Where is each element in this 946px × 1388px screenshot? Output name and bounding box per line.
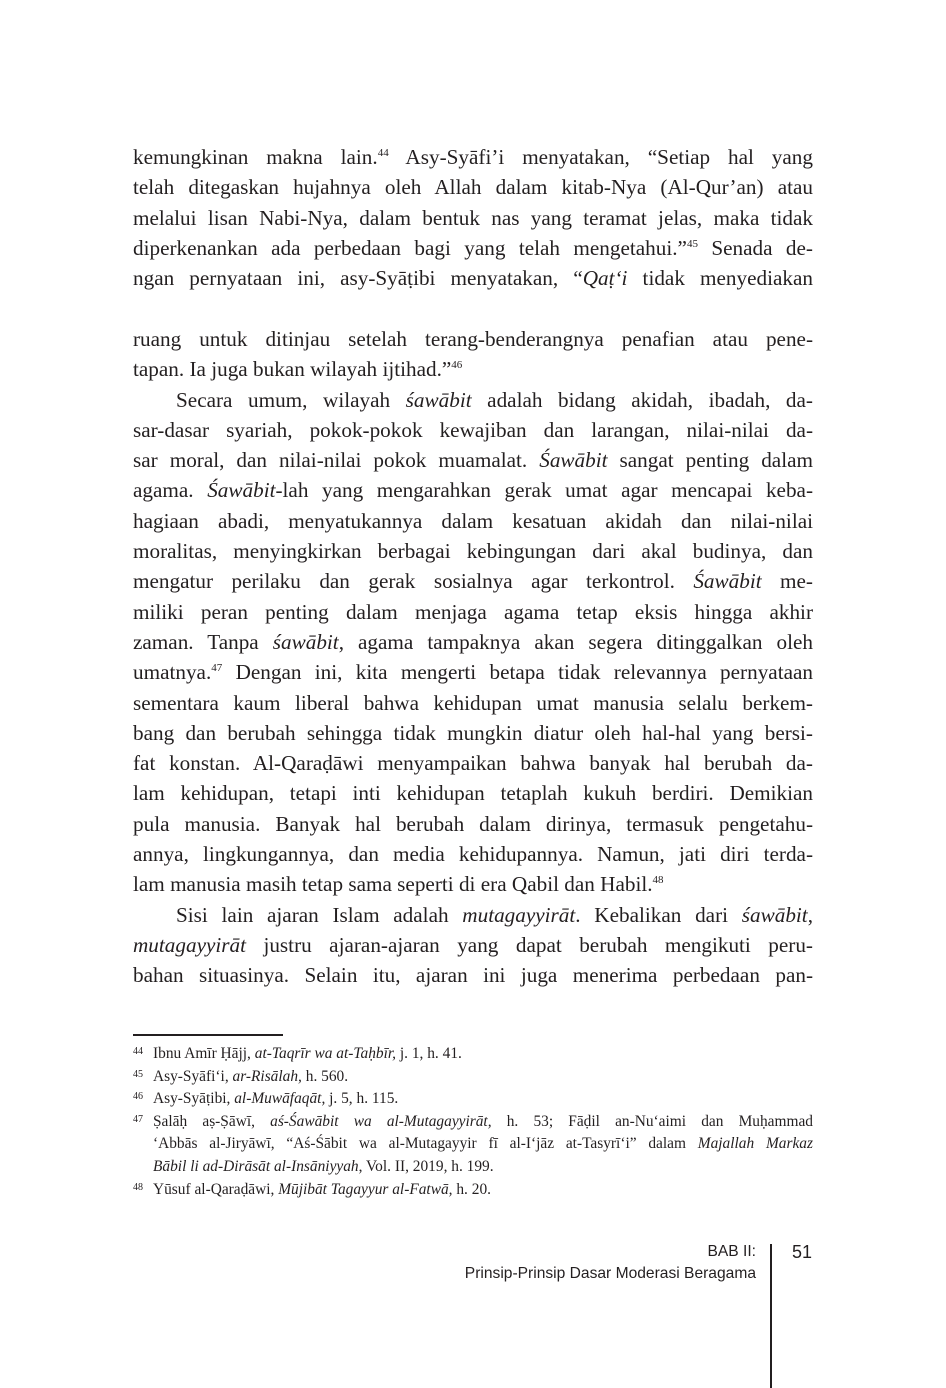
chapter-label: BAB II: <box>707 1243 756 1260</box>
footnotes <box>133 1043 813 1201</box>
italic-term: Śawābit <box>539 448 608 473</box>
running-head-divider <box>770 1244 772 1388</box>
text-line: zaman. Tanpa śawābit, agama tampaknya akan segera ditinggalkan oleh <box>133 629 813 654</box>
footnote-48 <box>133 1179 813 1202</box>
footnote-ref[interactable]: 46 <box>451 359 463 372</box>
text-line: moralitas, menyingkirkan berbagai kebingungan dari akal budinya, dan <box>133 539 813 564</box>
footnote-number: 46 <box>133 1091 143 1103</box>
text-line: Secara umum, wilayah śawābit adalah bidang akidah, ibadah, da- <box>176 387 813 412</box>
italic-term: Bābil li ad-Dirāsāt al-Insāniyyah <box>153 1157 359 1175</box>
italic-term: Śawābit <box>693 569 762 594</box>
text-line: umatnya.$^{47}$ Dengan ini, kita mengerti betapa tidak relevannya pernyataan <box>133 660 813 685</box>
italic-term: at-Taqrīr wa at-Taḥbīr, <box>254 1045 397 1062</box>
text-line: Sisi lain ajaran Islam adalah mutagayyirāt. Kebalikan dari śawābit, <box>176 902 813 927</box>
text-line: diperkenankan ada perbedaan bagi yang telah mengetahui.”$^{45}$ Senada de- <box>133 235 813 260</box>
footnote-line: Ibnu Amīr Ḥājj, at-Taqrīr wa at-Taḥbīr, j. 1, h. 41. <box>153 1045 462 1062</box>
chapter-title: Prinsip-Prinsip Dasar Moderasi Beragama <box>464 1264 756 1282</box>
footnote-number: 48 <box>133 1181 143 1193</box>
footnote-number: 47 <box>133 1113 143 1125</box>
italic-term: śawābit <box>272 629 339 654</box>
text-line: lam manusia masih tetap sama seperti di era Qabil dan Habil.$^{48}$ <box>133 872 664 897</box>
page-number: 51 <box>792 1242 813 1262</box>
text-line: melalui lisan Nabi-Nya, dalam bentuk nas yang teramat jelas, maka tidak <box>133 205 813 230</box>
text-line: ruang untuk ditinjau setelah terang-benderangnya penafian atau pene- <box>133 327 813 351</box>
text-line: bang dan berubah sehingga tidak mungkin diatur oleh hal-hal yang bersi- <box>133 720 813 745</box>
footnote-ref[interactable]: 44 <box>377 147 389 159</box>
text-line: hagiaan abadi, menyatukannya dalam kesatuan akidah dan nilai-nilai <box>133 508 813 533</box>
text-line: kemungkinan makna lain.$^{44}$ Asy-Syāfi’i menyatakan, “Setiap hal yang <box>133 145 813 169</box>
italic-term: Majallah Markaz <box>697 1135 813 1153</box>
italic-term: aś-Śawābit wa al-Mutagayyirāt, <box>270 1112 492 1130</box>
italic-term: al-Muwāfaqāt, <box>234 1090 326 1108</box>
footnote-number: 45 <box>133 1068 143 1080</box>
text-line: tapan. Ia juga bukan wilayah ijtihad.”$^{46}$ <box>133 357 463 382</box>
footnote-ref[interactable]: 47 <box>211 662 223 675</box>
text-line: bahan situasinya. Selain itu, ajaran ini juga menerima perbedaan pan- <box>133 963 813 988</box>
text-line: telah ditegaskan hujahnya oleh Allah dalam kitab-Nya (Al-Qur’an) atau <box>133 175 813 200</box>
italic-term: Mūjibāt Tagayyur al-Fatwā, <box>278 1180 453 1198</box>
text-line: lam kehidupan, tetapi inti kehidupan tetaplah kukuh berdiri. Demikian <box>133 781 813 806</box>
footnote-ref[interactable]: 48 <box>652 874 664 887</box>
running-head <box>465 1241 756 1284</box>
italic-term: śawābit <box>741 902 808 927</box>
text-line: ngan pernyataan ini, asy-Syāṭibi menyatakan, “Qaṭ‘i tidak menyediakan <box>133 266 813 291</box>
text-line: sar-dasar syariah, pokok-pokok kewajiban dan larangan, nilai-nilai da- <box>133 417 813 442</box>
italic-term: Śawābit <box>207 478 276 503</box>
footnote-44 <box>133 1043 813 1066</box>
text-line: sar moral, dan nilai-nilai pokok muamalat. Śawābit sangat penting dalam <box>133 448 813 473</box>
footnote-47 <box>133 1111 813 1179</box>
footnote-45 <box>133 1066 813 1089</box>
footnote-separator <box>133 1034 283 1036</box>
text-line: agama. Śawābit-lah yang mengarahkan gerak umat agar mencapai keba- <box>133 478 813 503</box>
italic-term: Qaṭ‘i <box>582 266 628 291</box>
text-line: pula manusia. Banyak hal berubah dalam dirinya, termasuk pengetahu- <box>133 811 813 836</box>
footnote-number: 44 <box>133 1046 143 1057</box>
italic-term: mutagayyirāt <box>133 932 246 957</box>
footnote-line: ‘Abbās al-Jiryāwī, “Aś-Śābit wa al-Mutagayyir fī al-I‘jāz at-Tasyrī‘i” dalam Majallah Markaz <box>153 1135 813 1153</box>
footnote-line: Asy-Syāfi‘i, ar-Risālah, h. 560. <box>153 1067 349 1085</box>
footnote-line: Bābil li ad-Dirāsāt al-Insāniyyah, Vol. II, 2019, h. 199. <box>153 1157 494 1175</box>
footnote-line: Yūsuf al-Qaraḍāwi, Mūjibāt Tagayyur al-Fatwā, h. 20. <box>153 1180 491 1198</box>
text-line: fat konstan. Al-Qaraḍāwi menyampaikan bahwa banyak hal berubah da- <box>133 751 813 776</box>
text-line: mutagayyirāt justru ajaran-ajaran yang dapat berubah mengikuti peru- <box>133 932 813 957</box>
italic-term: mutagayyirāt <box>462 902 576 927</box>
italic-term: śawābit <box>405 387 472 412</box>
footnote-ref[interactable]: 45 <box>686 237 698 250</box>
footnote-line: Asy-Syāṭibi, al-Muwāfaqāt, j. 5, h. 115. <box>153 1090 399 1108</box>
body-text-top <box>133 142 813 293</box>
italic-term: ar-Risālah, <box>232 1067 302 1085</box>
text-line: annya, lingkungannya, dan media kehidupannya. Namun, jati diri terda- <box>133 842 813 867</box>
footnote-line: Ṣalāḥ aṣ-Ṣāwī, aś-Śawābit wa al-Mutagayyirāt, h. 53; Fāḍil an-Nu‘aimi dan Muḥammad <box>153 1112 813 1130</box>
body-text-main <box>133 324 813 991</box>
text-line: sementara kaum liberal bahwa kehidupan umat manusia selalu berkem- <box>133 690 813 715</box>
footnote-46 <box>133 1088 813 1111</box>
text-line: mengatur perilaku dan gerak sosialnya agar terkontrol. Śawābit me- <box>133 569 813 594</box>
text-line: miliki peran penting dalam menjaga agama tetap eksis hingga akhir <box>133 599 813 624</box>
